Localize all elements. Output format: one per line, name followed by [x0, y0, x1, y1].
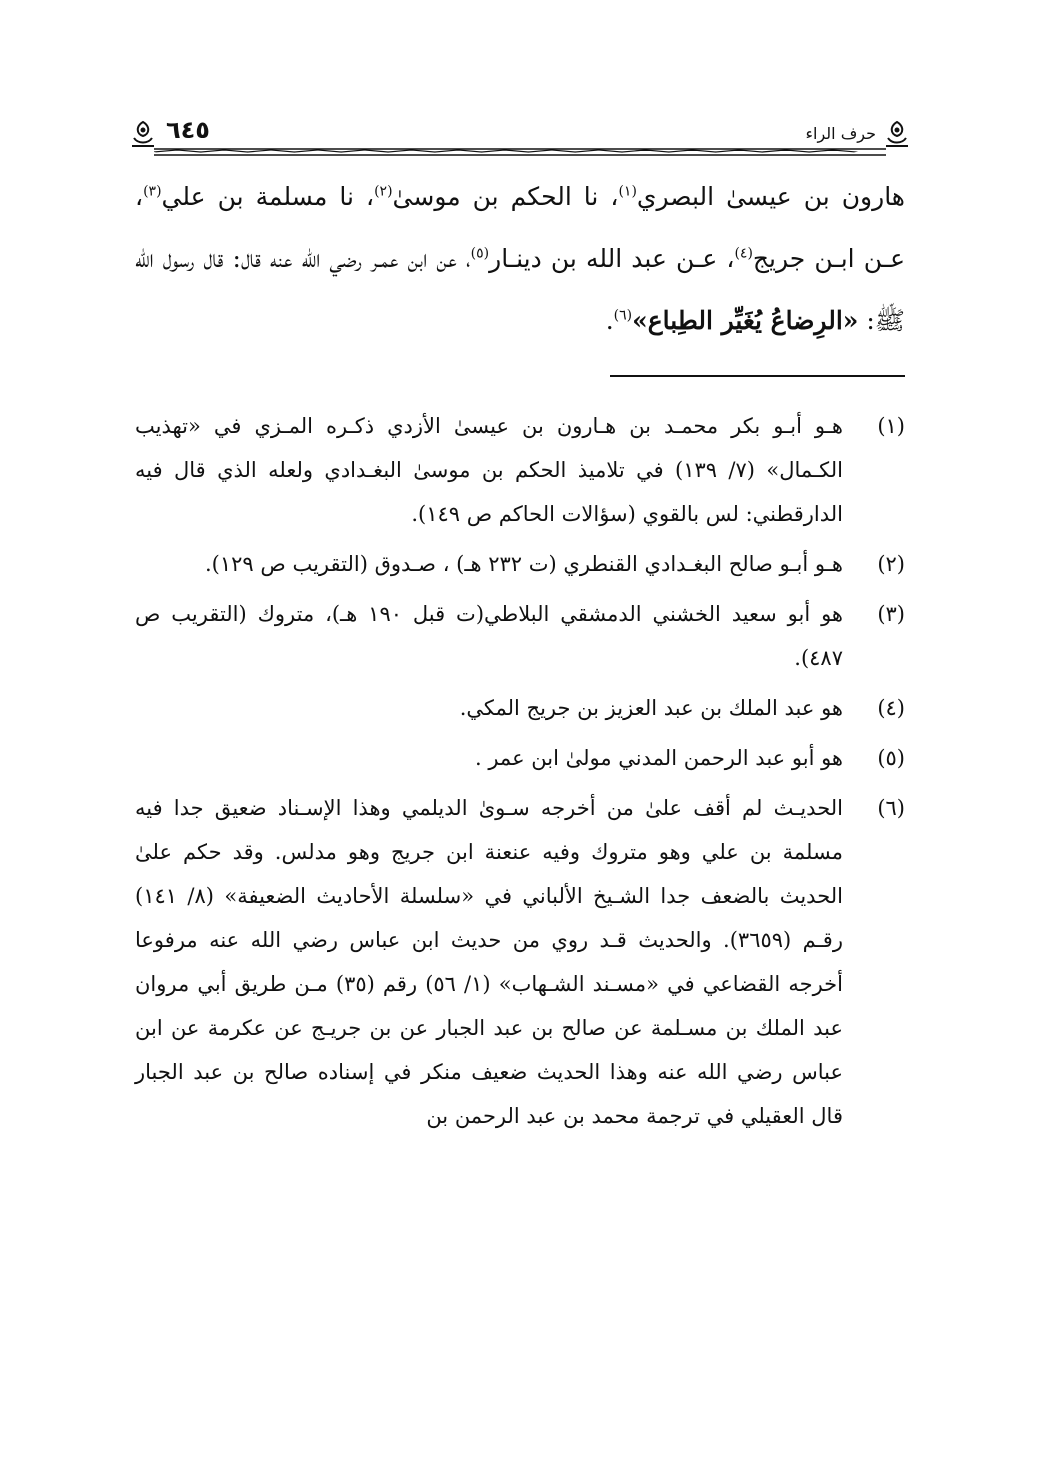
footnote-item [135, 404, 905, 536]
footnotes [135, 404, 905, 1144]
floral-ornament-icon [130, 120, 156, 148]
footnote-number: (٦) [877, 796, 905, 820]
page-number: ٦٤٥ [166, 116, 210, 144]
text-segment: ، عـن ابـن جريج [135, 182, 905, 273]
text-segment: ، عـن عبد الله بن دينـار [489, 244, 735, 273]
footnote-item [135, 686, 905, 730]
text-segment: ، عن ابن عمـر رضي الله عنه قال: قال رسول الله ﷺ: [135, 244, 905, 335]
text-segment: هارون بن عيسىٰ البصري [636, 182, 905, 211]
footnote-item [135, 542, 905, 586]
footnote-marker[interactable]: (١) [618, 183, 637, 200]
footnote-number: (٥) [877, 746, 905, 770]
footnote-item [135, 592, 905, 680]
footnote-marker[interactable]: (٥) [470, 245, 490, 262]
footnote-item [135, 736, 905, 780]
main-paragraph [135, 166, 905, 352]
footnote-number: (٢) [877, 552, 905, 576]
chapter-title: حرف الراء [805, 124, 876, 143]
footnote-text: هو عبد الملك بن عبد العزيز بن جريج المكي. [459, 696, 843, 720]
footnote-marker[interactable]: (٢) [374, 183, 393, 200]
main-text [135, 166, 905, 352]
footnote-text: هو أبو سعيد الخشني الدمشقي البلاطي(ت قبل ١٩٠ هـ)، متروك (التقريب ص ٤٨٧). [135, 602, 843, 670]
text-segment: ، نا مسلمة بن علي [161, 182, 375, 211]
footnote-separator [610, 375, 905, 377]
footnote-number: (٣) [877, 602, 905, 626]
footnote-text: الحديـث لم أقف علىٰ من أخرجه سـوىٰ الديلمي وهذا الإسـناد ضعيق جدا فيه مسلمة بن علي وهو متروك وفيه عنعنة ابن جريج وهو مدلس. وقد حكم علىٰ الحديث بالضعف جدا الشـيخ الألباني في «سلسلة الأحاديث الضعيفة» (٨/ ١٤١) رقـم (٣٦٥٩). والحديث قـد روي من حديث ابن عباس رضي الله عنه مرفوعا أخرجه القضاعي في «مسـند الشـهاب» (١/ ٥٦) رقم (٣٥) مـن طريق أبي مروان عبد الملك بن مسـلمة عن صالح بن عبد الجبار عن بن جريـج عن عكرمة عن ابن عباس رضي الله عنه وهذا الحديث ضعيف منكر في إسناده صالح بن عبد الجبار قال العقيلي في ترجمة محمد بن عبد الرحمن بن [135, 796, 843, 1128]
footnote-number: (٤) [877, 696, 905, 720]
hadith-text: «الرِضاعُ يُغَيِّر الطِباع» [632, 306, 859, 335]
footnote-number: (١) [877, 414, 905, 438]
text-segment: ، نا الحكم بن موسىٰ [392, 182, 619, 211]
footnote-item [135, 786, 905, 1138]
floral-ornament-icon [884, 120, 910, 148]
header-divider [154, 148, 886, 156]
footnote-marker[interactable]: (٣) [143, 183, 162, 200]
footnote-text: هـو أبـو صالح البغـدادي القنطري (ت ٢٣٢ هـ) ، صـدوق (التقريب ص ١٢٩). [205, 552, 843, 576]
footnote-text: هو أبو عبد الرحمن المدني مولىٰ ابن عمر . [474, 746, 843, 770]
footnote-marker[interactable]: (٦) [613, 307, 633, 324]
text-segment: . [605, 306, 614, 335]
footnote-marker[interactable]: (٤) [734, 245, 753, 262]
page-header [130, 112, 910, 156]
footnote-text: هـو أبـو بكر محمـد بن هـارون بن عيسىٰ الأزدي ذكـره المـزي في «تهذيب الكـمال» (٧/ ١٣٩) في تلاميذ الحكم بن موسىٰ البغـدادي ولعله الذي قال فيه الدارقطني: لس بالقوي (سؤالات الحاكم ص ١٤٩). [135, 414, 843, 526]
